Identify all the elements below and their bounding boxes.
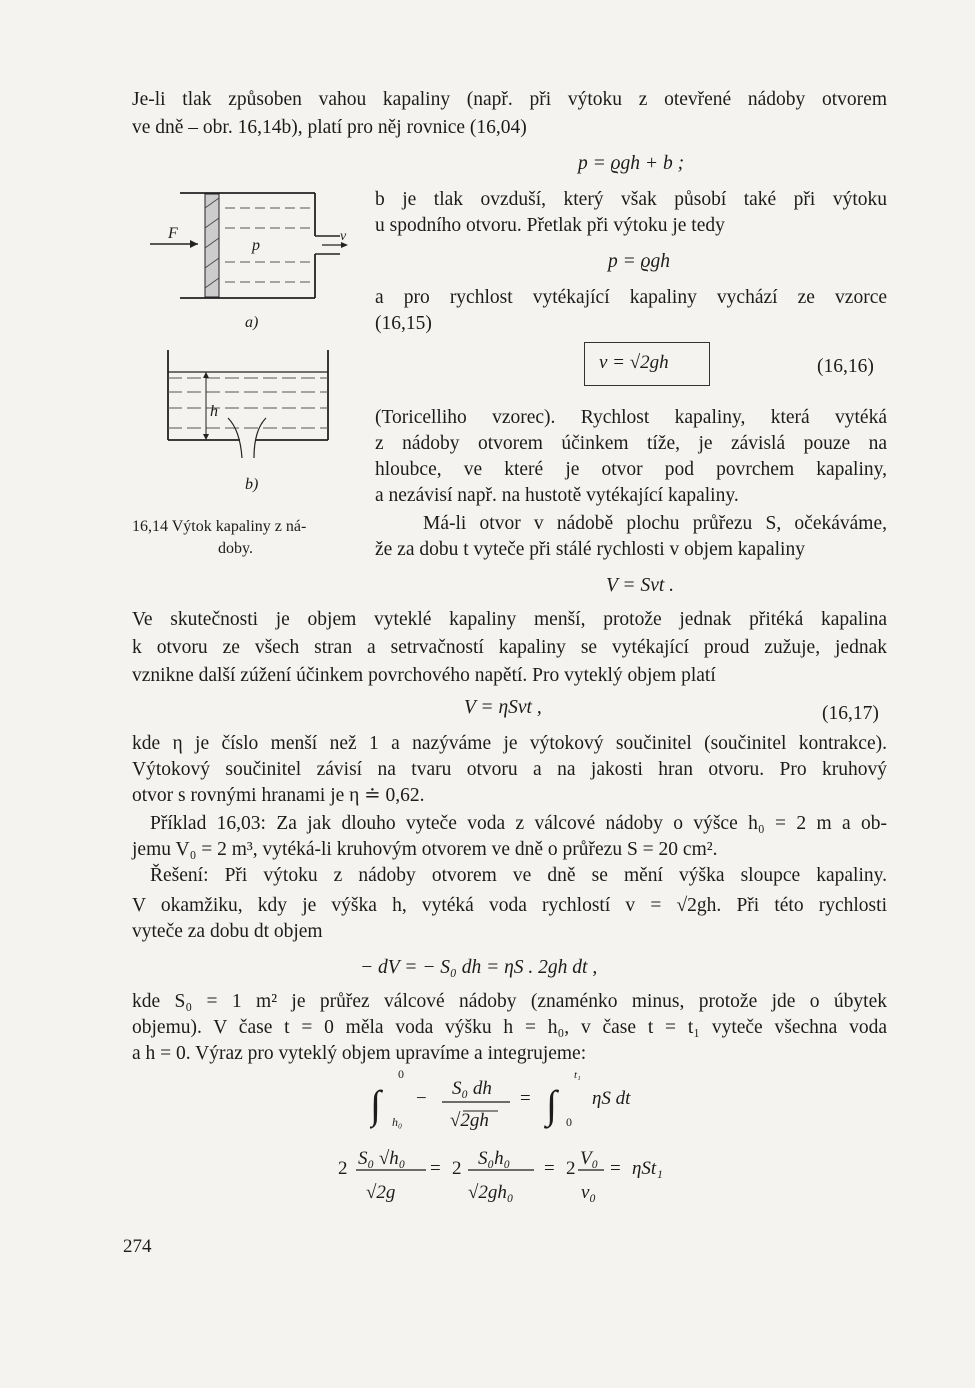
text-line: objemu). V čase t = 0 měla voda výšku h = h₀, v čase t = t₁ vyteče všechna voda: [132, 1017, 887, 1038]
svg-text:V₀: V₀: [580, 1148, 599, 1169]
svg-text:2: 2: [452, 1158, 462, 1179]
svg-text:√2g: √2g: [366, 1182, 396, 1203]
text-line: Výtokový součinitel závisí na tvaru otvoru a na jakosti hran otvoru. Pro kruhový: [132, 759, 887, 780]
svg-text:t₁: t₁: [574, 1069, 581, 1081]
svg-text:ηS dt: ηS dt: [592, 1088, 631, 1109]
svg-text:2: 2: [566, 1158, 576, 1179]
text-line: k otvoru ze všech stran a setrvačností kapaliny se vytékající proud zužuje, jednak: [132, 637, 887, 658]
svg-text:√2gh: √2gh: [450, 1110, 489, 1131]
text-line: Má-li otvor v nádobě plochu průřezu S, očekáváme,: [423, 513, 887, 534]
text-line: (16,15): [375, 313, 432, 334]
text-line: ve dně – obr. 16,14b), platí pro něj rovnice (16,04): [132, 117, 527, 138]
figure-16-14b-open-vessel: [160, 350, 335, 470]
equation-p-rho-gh: p = ϱgh: [608, 251, 671, 272]
svg-text:=: =: [430, 1158, 441, 1179]
text-line: z nádoby otvorem účinkem tíže, je závislá pouze na: [375, 433, 887, 454]
depth-symbol: h: [210, 403, 218, 420]
svg-text:ηSt₁: ηSt₁: [632, 1158, 663, 1179]
svg-text:√2gh₀: √2gh₀: [468, 1182, 514, 1203]
svg-text:S₀h₀: S₀h₀: [478, 1148, 511, 1169]
page-number: 274: [123, 1236, 152, 1257]
text-line: a pro rychlost vytékající kapaliny vychází ze vzorce: [375, 287, 887, 308]
integral-equation: [370, 1066, 690, 1136]
equation-V-eta-Svt: V = ηSvt ,: [464, 697, 542, 718]
figure-caption: 16,14 Výtok kapaliny z ná-: [132, 518, 307, 535]
velocity-symbol: v: [340, 229, 347, 244]
figure-caption: doby.: [218, 540, 253, 557]
svg-text:h₀: h₀: [392, 1115, 403, 1129]
text-line: kde S₀ = 1 m² je průřez válcové nádoby (znaménko minus, protože jde o úbytek: [132, 991, 887, 1012]
equation-V-Svt: V = Svt .: [606, 575, 675, 596]
text-line: kde η je číslo menší než 1 a nazýváme je výtokový součinitel (součinitel kontrakce).: [132, 733, 887, 754]
force-symbol: F: [168, 225, 178, 242]
svg-text:v₀: v₀: [581, 1182, 597, 1203]
text-line: Ve skutečnosti je objem vyteklé kapaliny menší, protože jednak přitéká kapalina: [132, 609, 887, 630]
svg-text:=: =: [520, 1088, 531, 1109]
svg-text:∫: ∫: [370, 1082, 381, 1127]
text-line: b je tlak ovzduší, který však působí také při výtoku: [375, 189, 887, 210]
svg-text:0: 0: [566, 1115, 572, 1129]
figure-label-a: a): [245, 314, 259, 331]
text-line: u spodního otvoru. Přetlak při výtoku je tedy: [375, 215, 725, 236]
svg-text:0: 0: [398, 1067, 404, 1081]
text-line: a h = 0. Výraz pro vyteklý objem upravíme a integrujeme:: [132, 1043, 587, 1064]
svg-text:∫: ∫: [546, 1082, 557, 1127]
text-line: hloubce, ve které je otvor pod povrchem kapaliny,: [375, 459, 887, 480]
svg-text:S₀ √h₀: S₀ √h₀: [358, 1148, 406, 1169]
text-line: a nezávisí např. na hustotě vytékající kapaliny.: [375, 485, 739, 506]
text-line: vznikne další zúžení účinkem povrchového napětí. Pro vyteklý objem platí: [132, 665, 716, 686]
svg-text:S₀ dh: S₀ dh: [452, 1078, 492, 1099]
svg-text:2: 2: [338, 1158, 348, 1179]
text-line: jemu V₀ = 2 m³, vytéká-li kruhovým otvorem ve dně o průřezu S = 20 cm².: [132, 839, 718, 860]
svg-text:=: =: [544, 1158, 555, 1179]
equation-number: (16,16): [817, 356, 874, 377]
final-equation: [338, 1136, 698, 1208]
equation-p-rho-gh-b: p = ϱgh + b ;: [578, 153, 685, 174]
text-line: vyteče za dobu dt objem: [132, 921, 323, 942]
text-line: Je-li tlak způsoben vahou kapaliny (např. při výtoku z otevřené nádoby otvorem: [132, 89, 887, 110]
text-line: (Toricelliho vzorec). Rychlost kapaliny, která vytéká: [375, 407, 887, 428]
text-line: V okamžiku, kdy je výška h, vytéká voda rychlostí v = √2gh. Při této rychlosti: [132, 895, 887, 916]
svg-text:−: −: [416, 1088, 427, 1109]
text-line: že za dobu t vyteče při stálé rychlosti v objem kapaliny: [375, 539, 805, 560]
equation-number: (16,17): [822, 703, 879, 724]
figure-16-14a-piston-vessel: [150, 188, 350, 308]
figure-label-b: b): [245, 476, 259, 493]
text-line: Řešení: Při výtoku z nádoby otvorem ve dně se mění výška sloupce kapaliny.: [150, 865, 887, 886]
text-line: Příklad 16,03: Za jak dlouho vyteče voda z válcové nádoby o výšce h₀ = 2 m a ob-: [150, 813, 887, 834]
svg-text:=: =: [610, 1158, 621, 1179]
torricelli-formula-box: v = √2gh: [584, 342, 710, 386]
equation-dV: − dV = − S₀ dh = ηS . 2gh dt ,: [360, 957, 598, 978]
text-line: otvor s rovnými hranami je η ≐ 0,62.: [132, 785, 425, 806]
pressure-symbol: p: [252, 237, 260, 254]
